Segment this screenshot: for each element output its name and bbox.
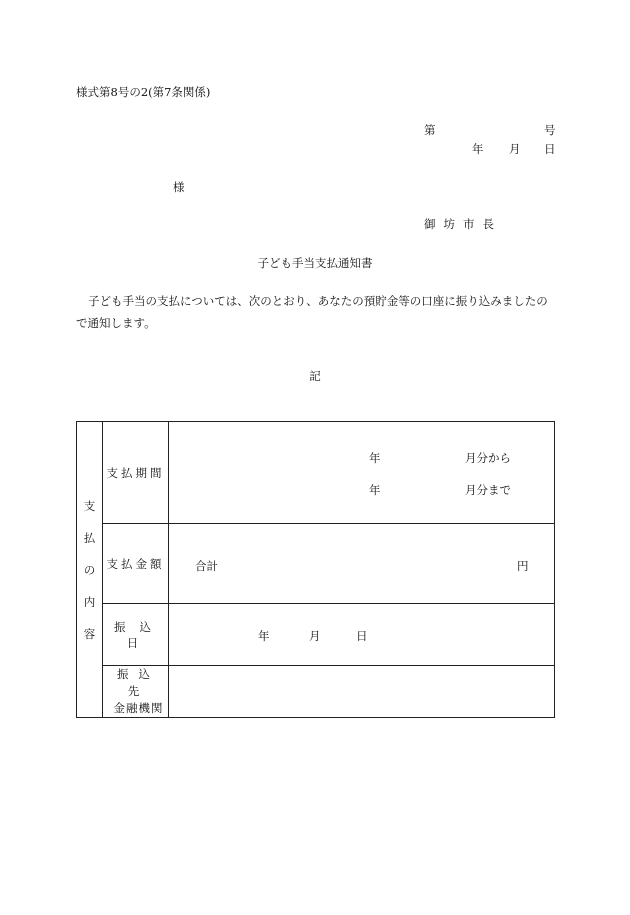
ki-heading: 記	[309, 369, 321, 383]
transfer-date-label: 振込日	[103, 604, 169, 666]
addressee-honorific: 様	[173, 180, 185, 194]
bank-value	[169, 666, 555, 718]
issue-date-month: 月	[509, 142, 521, 156]
period-from-month: 月分から	[465, 451, 511, 465]
amount-yen: 円	[517, 559, 529, 573]
document-number-suffix: 号	[544, 123, 556, 137]
payment-amount-label: 支払金額	[103, 524, 169, 604]
bank-label-line2: 金融機関	[113, 701, 164, 715]
payment-period-value	[169, 422, 555, 524]
section-label-payment-contents	[77, 422, 103, 718]
payment-period-row	[77, 422, 555, 524]
body-text-content: 子ども手当の支払については、次のとおり、あなたの預貯金等の口座に振り込みましたので通知します。	[76, 294, 548, 330]
bank-label	[103, 666, 169, 718]
issuer-name: 御坊市長	[424, 217, 502, 231]
form-number: 様式第8号の2(第7条関係)	[76, 85, 211, 99]
transfer-date-value	[169, 604, 555, 666]
section-char: 内	[83, 594, 96, 609]
bank-label-line1: 振込先	[117, 667, 160, 698]
section-char: 支	[83, 498, 96, 513]
issue-date-year: 年	[472, 142, 484, 156]
transfer-month: 月	[309, 629, 321, 643]
payment-amount-value	[169, 524, 555, 604]
period-to-year: 年	[369, 483, 381, 497]
amount-total-label: 合計	[195, 559, 218, 573]
period-from-year: 年	[369, 451, 381, 465]
document-title: 子ども手当支払通知書	[257, 256, 373, 270]
section-char: の	[83, 562, 96, 577]
transfer-day: 日	[356, 629, 368, 643]
section-char: 払	[83, 530, 96, 545]
transfer-date-row	[77, 604, 555, 666]
document-number-prefix: 第	[424, 123, 436, 137]
transfer-year: 年	[258, 629, 270, 643]
bank-row	[77, 666, 555, 718]
payment-period-label: 支払期間	[103, 422, 169, 524]
period-to-month: 月分まで	[465, 483, 511, 497]
section-char: 容	[83, 626, 96, 641]
issue-date-day: 日	[544, 142, 556, 156]
body-text	[76, 290, 559, 334]
payment-amount-row	[77, 524, 555, 604]
payment-detail-table	[76, 421, 555, 718]
